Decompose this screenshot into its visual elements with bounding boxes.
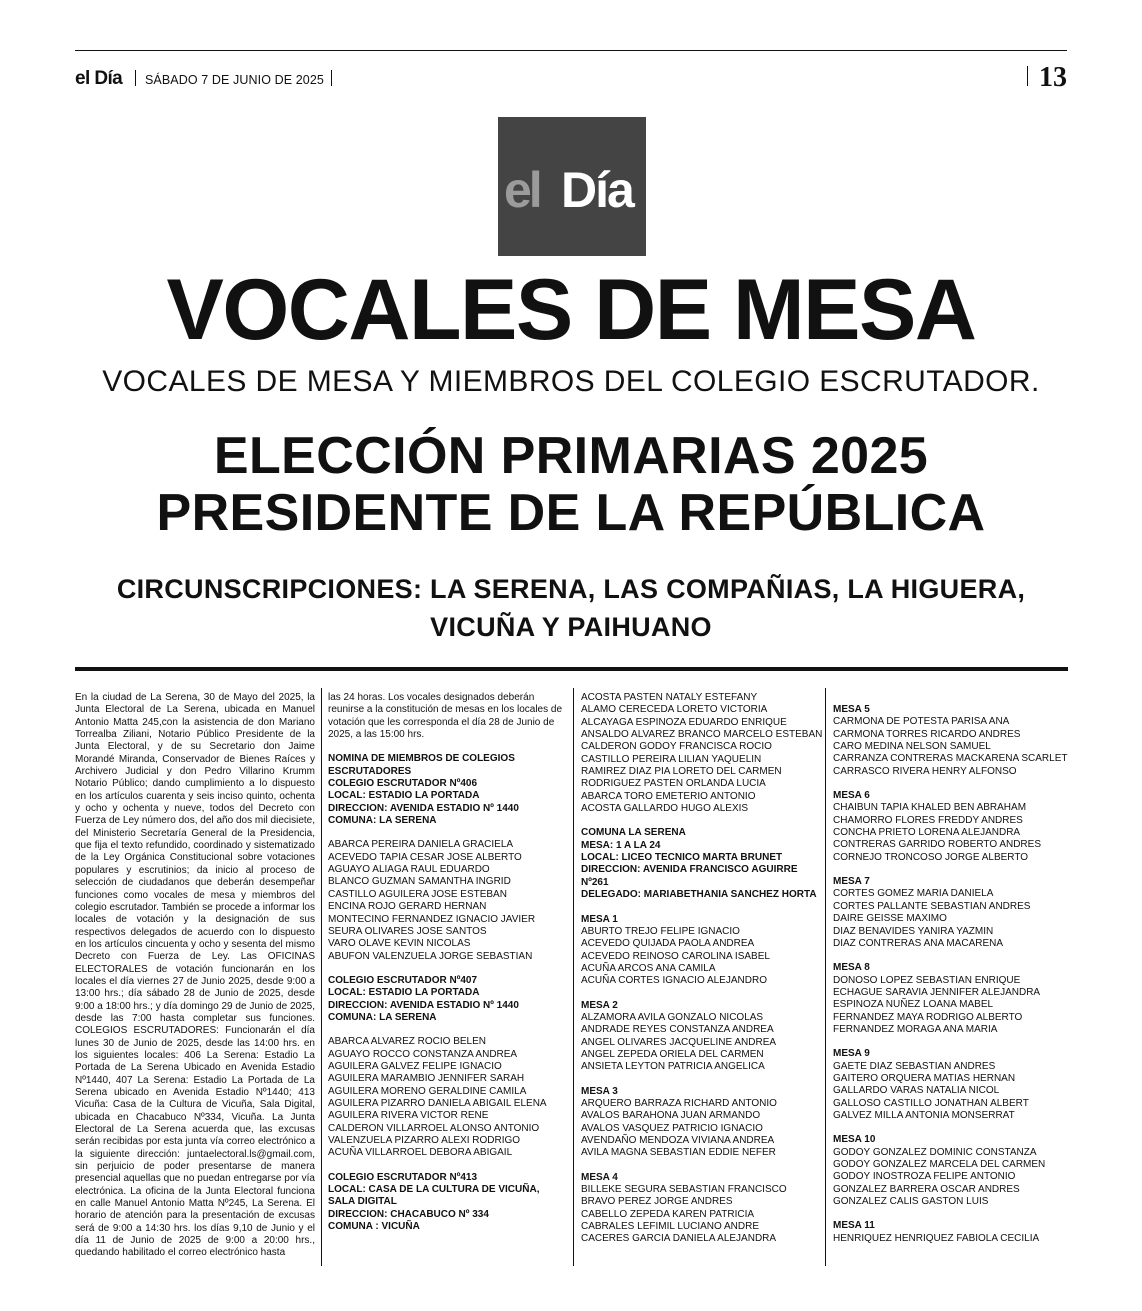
mesa-title: MESA 1	[581, 913, 618, 925]
member-name: GALVEZ MILLA ANTONIA MONSERRAT	[833, 1109, 1015, 1121]
colegio-heading-line: COMUNA: LA SERENA	[328, 815, 437, 827]
colegio-heading-line: COMUNA : VICUÑA	[328, 1221, 420, 1233]
main-title: VOCALES DE MESA	[166, 262, 976, 358]
member-name: HENRIQUEZ HENRIQUEZ FABIOLA CECILIA	[833, 1232, 1040, 1244]
mesa-block	[581, 1000, 819, 1074]
circumscriptions-title	[0, 570, 1142, 646]
mesa-block	[581, 914, 819, 988]
member-name: ANGEL OLIVARES JACQUELINE ANDREA	[581, 1036, 777, 1048]
member-name: CARMONA TORRES RICARDO ANDRES	[833, 728, 1021, 740]
mesa-block	[833, 704, 1068, 778]
member-name: FERNANDEZ MORAGA ANA MARIA	[833, 1023, 998, 1035]
mesas-column-b	[833, 704, 1068, 1257]
member-name: SEURA OLIVARES JOSE SANTOS	[328, 925, 487, 937]
mesa-title: MESA 8	[833, 962, 870, 974]
column-divider	[573, 688, 574, 1266]
local-info-line: DELEGADO: MARIABETHANIA SANCHEZ HORTA	[581, 889, 817, 901]
member-name: GODOY INOSTROZA FELIPE ANTONIO	[833, 1171, 1016, 1183]
mesa-title: MESA 9	[833, 1048, 870, 1060]
member-name: DONOSO LOPEZ SEBASTIAN ENRIQUE	[833, 974, 1021, 986]
election-title-line: PRESIDENTE DE LA REPÚBLICA	[156, 484, 986, 542]
mesa-block	[833, 790, 1068, 864]
member-name: CARRASCO RIVERA HENRY ALFONSO	[833, 765, 1017, 777]
member-name: GODOY GONZALEZ DOMINIC CONSTANZA	[833, 1146, 1037, 1158]
member-name: AGUAYO ALIAGA RAUL EDUARDO	[328, 864, 490, 876]
spacer	[328, 1024, 566, 1036]
member-name: CORTES PALLANTE SEBASTIAN ANDRES	[833, 900, 1031, 912]
member-name: BILLEKE SEGURA SEBASTIAN FRANCISCO	[581, 1184, 787, 1196]
member-name: CHAMORRO FLORES FREDDY ANDRES	[833, 814, 1023, 826]
logo-dia: Día	[561, 162, 633, 218]
member-name: CARRANZA CONTRERAS MACKARENA SCARLET	[833, 753, 1068, 765]
member-name: GAITERO ORQUERA MATIAS HERNAN	[833, 1072, 1016, 1084]
member-name: CARMONA DE POTESTA PARISA ANA	[833, 716, 1010, 728]
election-title	[0, 428, 1142, 542]
colegio-heading	[328, 753, 566, 827]
member-name: ACUÑA VILLARROEL DEBORA ABIGAIL	[328, 1147, 513, 1159]
member-name: ESPINOZA NUÑEZ LOANA MABEL	[833, 999, 994, 1011]
member-name: AVENDAÑO MENDOZA VIVIANA ANDREA	[581, 1135, 775, 1146]
member-name: ANGEL ZEPEDA ORIELA DEL CARMEN	[581, 1048, 764, 1060]
colegio-heading	[328, 975, 566, 1024]
page-header	[75, 62, 1067, 94]
member-name: GONZALEZ BARRERA OSCAR ANDRES	[833, 1183, 1020, 1195]
mesas-list-b	[833, 704, 1068, 1245]
member-name: GALLOSO CASTILLO JONATHAN ALBERT	[833, 1097, 1029, 1109]
member-name: ACOSTA GALLARDO HUGO ALEXIS	[581, 803, 749, 815]
local-info-line: MESA: 1 A LA 24	[581, 839, 661, 851]
member-name: ACEVEDO QUIJADA PAOLA ANDREA	[581, 938, 755, 950]
member-name: VALENZUELA PIZARRO ALEXI RODRIGO	[328, 1135, 521, 1146]
mesa-block	[833, 1048, 1068, 1122]
mesa-title: MESA 10	[833, 1134, 876, 1146]
member-name: CASTILLO PEREIRA LILIAN YAQUELIN	[581, 753, 762, 765]
mesa-title: MESA 2	[581, 999, 618, 1011]
member-name: MONTECINO FERNANDEZ IGNACIO JAVIER	[328, 913, 536, 925]
member-name: ANSIETA LEYTON PATRICIA ANGELICA	[581, 1061, 765, 1073]
member-name: CARO MEDINA NELSON SAMUEL	[833, 741, 991, 753]
mesa-title: MESA 3	[581, 1085, 618, 1097]
mesa-title: MESA 6	[833, 790, 870, 802]
colegios-column	[328, 692, 566, 1245]
intro-continuation: las 24 horas. Los vocales designados deberán reunirse a la constitución de mesas en los locales de votación que les corresponda el día 28 de Junio de 2025, a las 15:00 hrs.	[328, 692, 563, 741]
local-info-line: DIRECCION: AVENIDA FRANCISCO AGUIRRE Nº261	[581, 864, 798, 888]
colegio-413-members	[581, 692, 823, 815]
member-name: CABRALES LEFIMIL LUCIANO ANDRE	[581, 1221, 760, 1233]
mesa-title: MESA 11	[833, 1220, 875, 1232]
member-name: ALZAMORA AVILA GONZALO NICOLAS	[581, 1011, 764, 1023]
member-name: GALLARDO VARAS NATALIA NICOL	[833, 1085, 1000, 1097]
colegio-heading-line: NOMINA DE MIEMBROS DE COLEGIOS ESCRUTADORES	[328, 753, 515, 777]
logo-el: el	[504, 162, 540, 218]
mesa-block	[833, 1220, 1068, 1245]
header-divider	[1027, 66, 1028, 86]
mesas-list-a	[581, 914, 819, 1246]
colegio-heading-line: COLEGIO ESCRUTADOR Nº407	[328, 974, 478, 986]
member-name: ENCINA ROJO GERARD HERNAN	[328, 901, 487, 913]
member-name: CHAIBUN TAPIA KHALED BEN ABRAHAM	[833, 802, 1027, 814]
member-name: DIAZ CONTRERAS ANA MACARENA	[833, 937, 1004, 949]
mesa-block	[833, 1134, 1068, 1208]
member-name: ACEVEDO TAPIA CESAR JOSE ALBERTO	[328, 851, 522, 863]
member-name: AGUILERA RIVERA VICTOR RENE	[328, 1110, 489, 1122]
colegios-list	[328, 753, 566, 1233]
colegio-heading-line: DIRECCION: AVENIDA ESTADIO Nº 1440	[328, 999, 519, 1011]
member-name: CASTILLO AGUILERA JOSE ESTEBAN	[328, 888, 507, 900]
mesa-block	[833, 876, 1068, 950]
colegio-heading-line: LOCAL: CASA DE LA CULTURA DE VICUÑA, SALA DIGITAL	[328, 1184, 540, 1208]
mesa-title: MESA 5	[833, 704, 870, 715]
colegio-heading-line: COMUNA: LA SERENA	[328, 1011, 437, 1023]
member-name: RAMIREZ DIAZ PIA LORETO DEL CARMEN	[581, 766, 782, 778]
spacer	[328, 827, 566, 839]
colegio-heading-line: LOCAL: ESTADIO LA PORTADA	[328, 987, 480, 999]
mesa-title: MESA 4	[581, 1171, 618, 1183]
subtitle: VOCALES DE MESA Y MIEMBROS DEL COLEGIO ESCRUTADOR.	[102, 365, 1040, 398]
member-name: ABARCA TORO EMETERIO ANTONIO	[581, 790, 756, 802]
member-name: GODOY GONZALEZ MARCELA DEL CARMEN	[833, 1159, 1046, 1170]
member-name: AVILA MAGNA SEBASTIAN EDDIE NEFER	[581, 1147, 776, 1159]
member-name: ANDRADE REYES CONSTANZA ANDREA	[581, 1024, 774, 1036]
circumscriptions-line: VICUÑA Y PAIHUANO	[430, 612, 712, 642]
colegio-block	[328, 975, 566, 1160]
column-divider	[825, 688, 826, 1266]
member-name: AGUAYO ROCCO CONSTANZA ANDREA	[328, 1048, 518, 1060]
member-name: ALAMO CERECEDA LORETO VICTORIA	[581, 704, 768, 716]
intro-column	[75, 692, 315, 1260]
page-number: 13	[1039, 62, 1067, 93]
member-name: GAETE DIAZ SEBASTIAN ANDRES	[833, 1060, 996, 1072]
member-name: FERNANDEZ MAYA RODRIGO ALBERTO	[833, 1011, 1023, 1023]
member-name: CONTRERAS GARRIDO ROBERTO ANDRES	[833, 839, 1041, 851]
circumscriptions-line: CIRCUNSCRIPCIONES: LA SERENA, LAS COMPAÑIAS, LA HIGUERA,	[116, 574, 1026, 604]
issue-date: SÁBADO 7 DE JUNIO DE 2025	[145, 73, 324, 87]
brand-name: el Día	[75, 68, 123, 89]
member-name: RODRIGUEZ PASTEN ORLANDA LUCIA	[581, 778, 766, 790]
member-name: CALDERON GODOY FRANCISCA ROCIO	[581, 741, 772, 753]
header-divider	[331, 70, 332, 86]
mesa-block	[581, 1086, 819, 1160]
member-name: CABELLO ZEPEDA KAREN PATRICIA	[581, 1208, 755, 1220]
intro-paragraph: En la ciudad de La Serena, 30 de Mayo del 2025, la Junta Electoral de La Serena, ubicada en Manuel Antonio Matta 245,con la asistencia de don Mariano Torrealba Ziliani, Notario Público Presidente de la Junta Electoral, y de su Secretario don Jaime Morandé Miranda, Conservador de Bienes Raíces y Archivero Judicial y don Pedro Villarino Krumm Notario Público; dando cumplimiento a lo dispuesto en los artículos cuarenta y seis inciso quinto, ochenta y ocho y ochenta y nueve, todos del Decreto con Fuerza de Ley número dos, del año dos mil diecisiete, del Ministerio Secretaría General de la Presidencia, que fija el texto refundido, coordinado y sistematizado de la Ley Orgánica Constitucional sobre votaciones populares y escrutinios; da inicio al proceso de selección de ciudadanos que deberán desempeñar funciones como vocales de mesa y miembros del colegio escrutador. También se procede a informar los locales de votación y la designación de sus respectivos delegados de acuerdo con lo dispuesto en los artículos cincuenta y ocho y sesenta del mismo Decreto con Fuerza de Ley. Las OFICINAS ELECTORALES de votación funcionarán en los locales el día viernes 27 de Junio 2025, desde 9:00 a 13:00 hrs.; día sábado 28 de Junio de 2025, desde 9:00 a 18:00 hrs.; y día domingo 29 de Junio de 2025, desde las 7:00 hasta completar sus funciones. COLEGIOS ESCRUTADORES: Funcionarán el día lunes 30 de Junio de 2025, desde las 14:00 hrs. en los siguientes locales: 406 La Serena: Estadio La Portada de La Serena Ubicado en Avenida Estadio Nº1440, 407 La Serena: Estadio La Portada de La Serena ubicado en Avenida Estadio Nº1440; 413 Vicuña: Casa de la Cultura de Vicuña, Sala Digital, ubicada en Chacabuco Nº334, Vicuña. La Junta Electoral de La Serena acuerda que, las excusas serán recibidas por esta junta vía correo electrónico a la siguiente dirección: juntaelectoral.ls@gmail.com, sin perjuicio de poder presentarse de manera presencial aquellas que no puedan entregarse por vía electrónica. La oficina de la Junta Electoral funciona en calle Manuel Antonio Matta Nº245, La Serena. El horario de atención para la presentación de excusas será de 9:00 a 14:30 hrs. los días 9,10 de Junio y el día 11 de Junio de 2025 de 9:00 a 20:00 hrs., quedando habilitado el correo electrónico hasta	[75, 692, 315, 1259]
colegio-heading-line: LOCAL: ESTADIO LA PORTADA	[328, 790, 480, 802]
local-info-line: COMUNA LA SERENA	[581, 827, 686, 839]
column-divider	[321, 688, 322, 1266]
member-name: ABARCA ALVAREZ ROCIO BELEN	[328, 1036, 487, 1048]
colegio-heading-line: DIRECCION: CHACABUCO Nº 334	[328, 1208, 489, 1220]
member-name: AVALOS BARAHONA JUAN ARMANDO	[581, 1110, 761, 1122]
member-name: ALCAYAGA ESPINOZA EDUARDO ENRIQUE	[581, 716, 787, 728]
colegio-block	[328, 1172, 566, 1234]
member-name: DAIRE GEISSE MAXIMO	[833, 913, 947, 925]
mesas-column-a	[581, 692, 823, 1258]
local-info-line: LOCAL: LICEO TECNICO MARTA BRUNET	[581, 852, 783, 864]
member-name: BRAVO PEREZ JORGE ANDRES	[581, 1196, 733, 1208]
top-rule	[75, 50, 1067, 51]
el-dia-logo	[498, 117, 646, 256]
colegio-heading-line: COLEGIO ESCRUTADOR Nº406	[328, 778, 478, 790]
mesa-block	[833, 962, 1068, 1036]
member-name: AGUILERA MARAMBIO JENNIFER SARAH	[328, 1073, 525, 1085]
colegio-heading-line: COLEGIO ESCRUTADOR Nº413	[328, 1171, 478, 1183]
member-name: CORNEJO TRONCOSO JORGE ALBERTO	[833, 851, 1029, 863]
local-info	[581, 827, 819, 901]
member-name: ABURTO TREJO FELIPE IGNACIO	[581, 925, 740, 937]
colegio-heading-line: DIRECCION: AVENIDA ESTADIO Nº 1440	[328, 802, 519, 814]
member-name: CONCHA PRIETO LORENA ALEJANDRA	[833, 827, 1021, 839]
member-name: VARO OLAVE KEVIN NICOLAS	[328, 938, 471, 950]
member-name: ABARCA PEREIRA DANIELA GRACIELA	[328, 839, 514, 851]
election-title-line: ELECCIÓN PRIMARIAS 2025	[213, 427, 929, 485]
member-name: AGUILERA GALVEZ FELIPE IGNACIO	[328, 1060, 502, 1072]
member-name: ARQUERO BARRAZA RICHARD ANTONIO	[581, 1097, 777, 1109]
member-name: ACUÑA CORTES IGNACIO ALEJANDRO	[581, 975, 767, 987]
mesa-block	[581, 1172, 819, 1246]
colegio-block	[328, 753, 566, 963]
member-name: ACUÑA ARCOS ANA CAMILA	[581, 962, 716, 974]
member-name: DIAZ BENAVIDES YANIRA YAZMIN	[833, 925, 994, 937]
member-name: AGUILERA MORENO GERALDINE CAMILA	[328, 1085, 527, 1097]
member-name: CALDERON VILLARROEL ALONSO ANTONIO	[328, 1122, 540, 1134]
member-name: ACEVEDO REINOSO CAROLINA ISABEL	[581, 950, 770, 962]
member-name: AVALOS VASQUEZ PATRICIO IGNACIO	[581, 1122, 763, 1134]
member-name: CACERES GARCIA DANIELA ALEJANDRA	[581, 1233, 777, 1245]
colegio-heading	[328, 1172, 566, 1234]
member-name: ANSALDO ALVAREZ BRANCO MARCELO ESTEBAN	[581, 729, 823, 741]
header-divider	[135, 70, 136, 86]
section-rule	[75, 667, 1068, 671]
member-name: AGUILERA PIZARRO DANIELA ABIGAIL ELENA	[328, 1097, 547, 1109]
member-name: ACOSTA PASTEN NATALY ESTEFANY	[581, 692, 758, 703]
member-name: BLANCO GUZMAN SAMANTHA INGRID	[328, 876, 511, 888]
member-name: ECHAGUE SARAVIA JENNIFER ALEJANDRA	[833, 986, 1041, 998]
member-name: ABUFON VALENZUELA JORGE SEBASTIAN	[328, 950, 533, 962]
mesa-title: MESA 7	[833, 876, 870, 888]
member-name: CORTES GOMEZ MARIA DANIELA	[833, 888, 994, 900]
member-name: GONZALEZ CALIS GASTON LUIS	[833, 1196, 989, 1208]
